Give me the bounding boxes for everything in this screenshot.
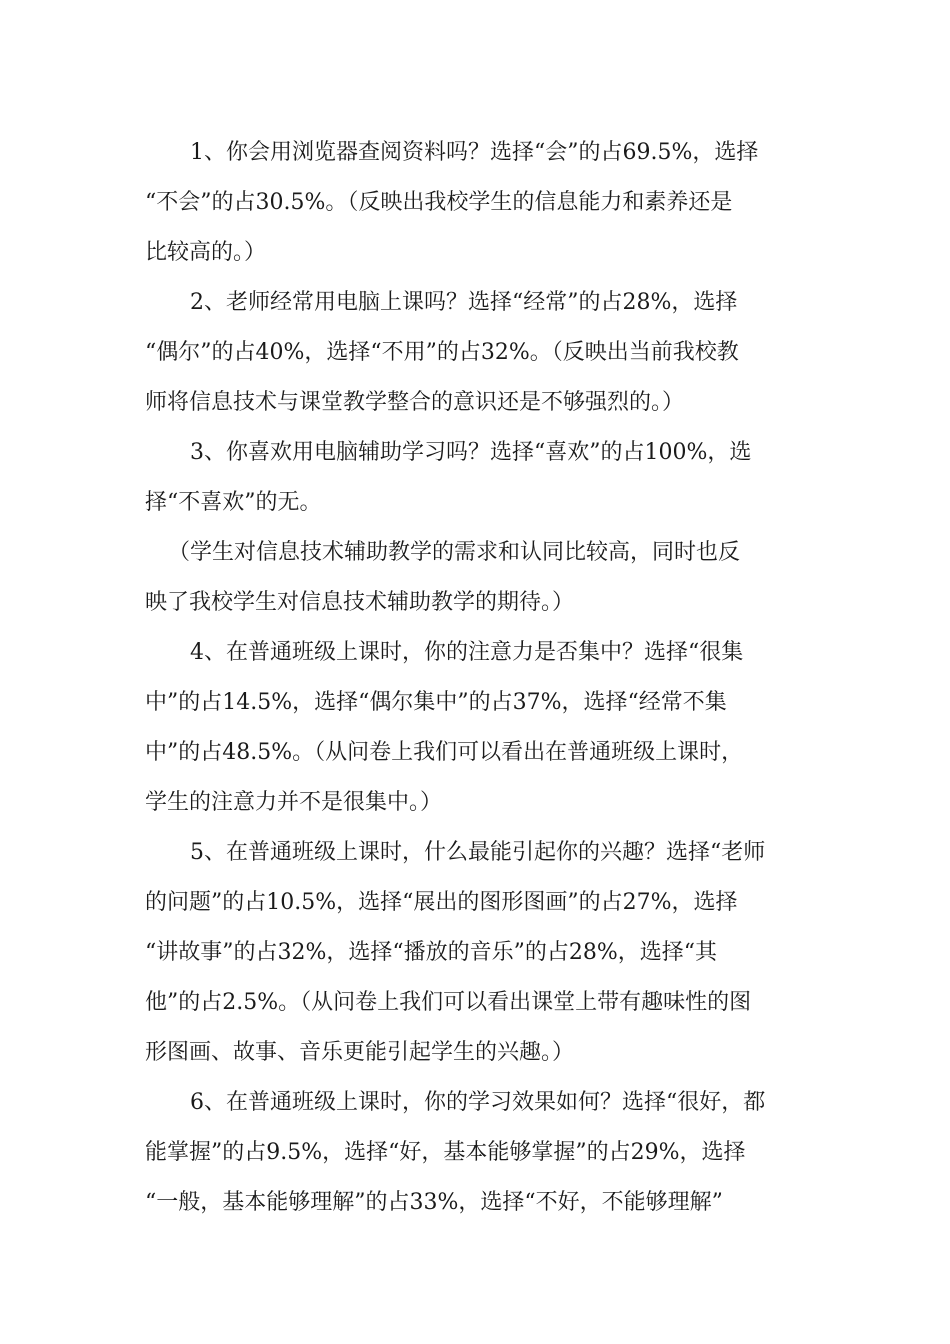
text-line-q3-2: 择“不喜欢”的无。 bbox=[145, 490, 322, 515]
text-line-q2-1: 2、老师经常用电脑上课吗？选择“经常”的占28%，选择 bbox=[190, 290, 738, 315]
text-line-q4-1: 4、在普通班级上课时，你的注意力是否集中？选择“很集 bbox=[190, 640, 744, 665]
text-line-q3-1: 3、你喜欢用电脑辅助学习吗？选择“喜欢”的占100%，选 bbox=[190, 440, 752, 465]
text-line-q5-3: “讲故事”的占32%，选择“播放的音乐”的占28%，选择“其 bbox=[145, 940, 718, 965]
text-line-q3-note-1: （学生对信息技术辅助教学的需求和认同比较高，同时也反 bbox=[168, 540, 741, 565]
text-line-q5-5: 形图画、故事、音乐更能引起学生的兴趣。） bbox=[145, 1040, 575, 1065]
text-line-q1-2: “不会”的占30.5%。（反映出我校学生的信息能力和素养还是 bbox=[145, 190, 733, 215]
text-line-q5-2: 的问题”的占10.5%，选择“展出的图形图画”的占27%，选择 bbox=[145, 890, 738, 915]
text-line-q6-3: “一般，基本能够理解”的占33%，选择“不好，不能够理解” bbox=[145, 1190, 723, 1215]
text-line-q1-1: 1、你会用浏览器查阅资料吗？选择“会”的占69.5%，选择 bbox=[190, 140, 759, 165]
text-line-q1-3: 比较高的。） bbox=[145, 240, 267, 265]
text-line-q6-2: 能掌握”的占9.5%，选择“好，基本能够掌握”的占29%，选择 bbox=[145, 1140, 746, 1165]
text-line-q4-4: 学生的注意力并不是很集中。） bbox=[145, 790, 443, 815]
text-line-q2-3: 师将信息技术与课堂教学整合的意识还是不够强烈的。） bbox=[145, 390, 685, 415]
text-line-q4-2: 中”的占14.5%，选择“偶尔集中”的占37%，选择“经常不集 bbox=[145, 690, 727, 715]
text-line-q3-note-2: 映了我校学生对信息技术辅助教学的期待。） bbox=[145, 590, 575, 615]
text-line-q2-2: “偶尔”的占40%，选择“不用”的占32%。（反映出当前我校教 bbox=[145, 340, 739, 365]
text-line-q4-3: 中”的占48.5%。（从问卷上我们可以看出在普通班级上课时， bbox=[145, 740, 744, 765]
text-line-q5-1: 5、在普通班级上课时，什么最能引起你的兴趣？选择“老师 bbox=[190, 840, 766, 865]
text-line-q5-4: 他”的占2.5%。（从问卷上我们可以看出课堂上带有趣味性的图 bbox=[145, 990, 752, 1015]
text-line-q6-1: 6、在普通班级上课时，你的学习效果如何？选择“很好，都 bbox=[190, 1090, 766, 1115]
